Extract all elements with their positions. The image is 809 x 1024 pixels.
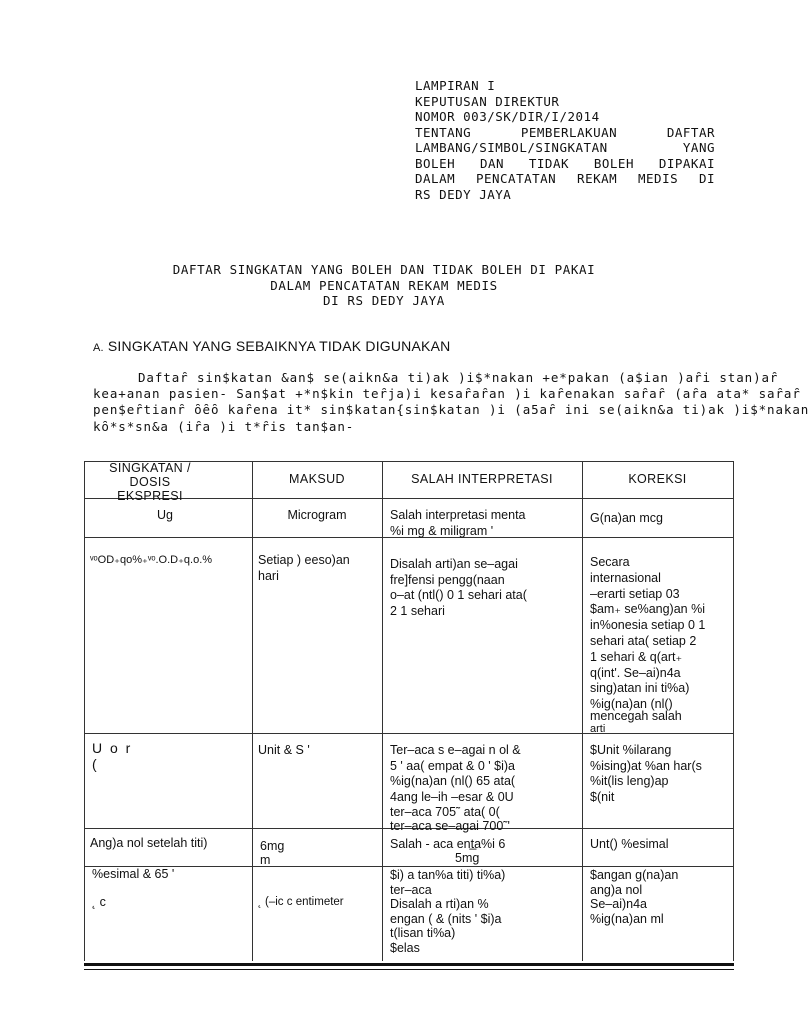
lampiran-line: LAMBANG/SIMBOL/SINGKATAN YANG bbox=[415, 140, 715, 155]
row2-koreksi: Secara internasional –erarti setiap 03 $am₊ se%ang)an %i in%onesia setiap 0 1 sehari ata( setiap 2 1 sehari & q(art₊ q(int'. Se–ai)n4a sing)atan ini ti%a) %ig(na)an (nl() mencegah salah arti bbox=[590, 555, 706, 735]
row3-salah: Ter–aca s e–agai n ol & 5 ' aa( empat & 0 ' $i)a %ig(na)an (nl() 65 ata( 4ang le–ih –esar & 0U ter–aca 705˜ ata( 0( ter–aca se–agai 700˜' bbox=[390, 743, 521, 833]
table-rule bbox=[252, 461, 253, 961]
intro-paragraph bbox=[93, 370, 809, 435]
intro-line: kea+anan pasien- San$at +*n$kin teȓja)i kesaȓaȓan )i kaȓenakan saȓaȓ (aȓa ata* saȓaȓ bbox=[93, 386, 801, 402]
intro-line: pen$eȓtianȓ ȏȇȏ kaȓena it* sin$katan{sin$katan )i (a5aȓ ini se(aikn&a ti)ak )i$*nakan bbox=[93, 402, 809, 418]
row2-salah: Disalah arti)an se–agai fre]fensi pengg(naan o–at (ntl() 0 1 sehari ata( 2 1 sehari bbox=[390, 557, 527, 618]
row5-salah: $i) a tan%a titi) ti%a) ter–aca Disalah a rti)an % engan ( & (nits ' $i)a t(lisan ti%a) $elas bbox=[390, 868, 506, 955]
row5-maksud: ˛ (–ic c entimeter bbox=[258, 896, 344, 908]
lampiran-line: NOMOR 003/SK/DIR/I/2014 bbox=[415, 109, 600, 124]
section-title: SINGKATAN YANG SEBAIKNYA TIDAK DIGUNAKAN bbox=[103, 338, 451, 354]
header-salah-interpretasi: SALAH INTERPRETASI bbox=[411, 472, 553, 486]
header-koreksi: KOREKSI bbox=[628, 472, 687, 486]
row4-maksud: 6mg m bbox=[260, 839, 285, 867]
lampiran-line: KEPUTUSAN DIREKTUR bbox=[415, 93, 560, 109]
row3-koreksi: $Unit %ilarang %ising)at %an har(s %it(lis leng)ap $(nit bbox=[590, 743, 702, 804]
bottom-rule bbox=[84, 963, 734, 966]
row5-singkatan: %esimal & 65 ' ˛ c bbox=[92, 867, 175, 909]
row4-koreksi: Unt() %esimal bbox=[590, 837, 669, 851]
document-title bbox=[0, 262, 768, 309]
header-maksud: MAKSUD bbox=[289, 472, 345, 486]
table-rule bbox=[582, 461, 583, 961]
row1-maksud: Microgram bbox=[287, 508, 347, 522]
row5-koreksi: $angan g(na)an ang)a nol Se–ai)n4a %ig(na)an ml bbox=[590, 868, 679, 926]
lampiran-line: TENTANG PEMBERLAKUAN DAFTAR bbox=[415, 124, 715, 140]
title-line-3: DI RS DEDY JAYA bbox=[323, 293, 445, 308]
table-rule bbox=[84, 461, 85, 961]
row4-salah: Salah - aca ent̲a%i 6 5mg bbox=[390, 837, 506, 865]
bottom-rule-thin bbox=[84, 969, 734, 970]
intro-line: Daftaȓ sin$katan &an$ se(aikn&a ti)ak )i$*nakan +e*pakan (a$ian )aȓi stan)aȓ bbox=[138, 370, 779, 385]
lampiran-line: DALAM PENCATATAN REKAM MEDIS DI bbox=[415, 171, 715, 186]
intro-line: kȏ*s*sn&a (iȓa )i t*ȓis tan$an- bbox=[93, 418, 355, 434]
table-rule bbox=[382, 461, 383, 961]
row2-maksud: Setiap ) eeso)an hari bbox=[258, 553, 350, 583]
lampiran-block bbox=[415, 78, 715, 202]
header-singkatan: SINGKATAN / DOSIS EKSPRESI bbox=[109, 461, 191, 503]
title-line-1: DAFTAR SINGKATAN YANG BOLEH DAN TIDAK BOLEH DI PAKAI bbox=[172, 262, 596, 277]
section-heading bbox=[93, 338, 450, 354]
row1-singkatan: Ug bbox=[157, 508, 173, 522]
row3-maksud: Unit & S ' bbox=[258, 743, 310, 757]
abbreviation-table bbox=[84, 461, 734, 961]
table-rule bbox=[733, 461, 734, 961]
section-prefix: A. bbox=[93, 342, 104, 354]
row4-singkatan: Ang)a nol setelah titi) bbox=[90, 836, 208, 850]
lampiran-line: BOLEH DAN TIDAK BOLEH DIPAKAI bbox=[415, 155, 715, 171]
lampiran-line: LAMPIRAN I bbox=[415, 78, 496, 93]
title-line-2: DALAM PENCATATAN REKAM MEDIS bbox=[270, 277, 498, 293]
lampiran-line: RS DEDY JAYA bbox=[415, 186, 512, 202]
row3-singkatan: U o r ( bbox=[92, 740, 133, 772]
row1-koreksi: G(na)an mcg bbox=[590, 511, 663, 525]
row1-salah: Salah interpretasi menta %i mg & miligram ' bbox=[390, 508, 526, 538]
row2-singkatan: ᵛᵒOD₊qo%₊ᵛᵒ.O.D₊q.o.% bbox=[90, 554, 213, 566]
